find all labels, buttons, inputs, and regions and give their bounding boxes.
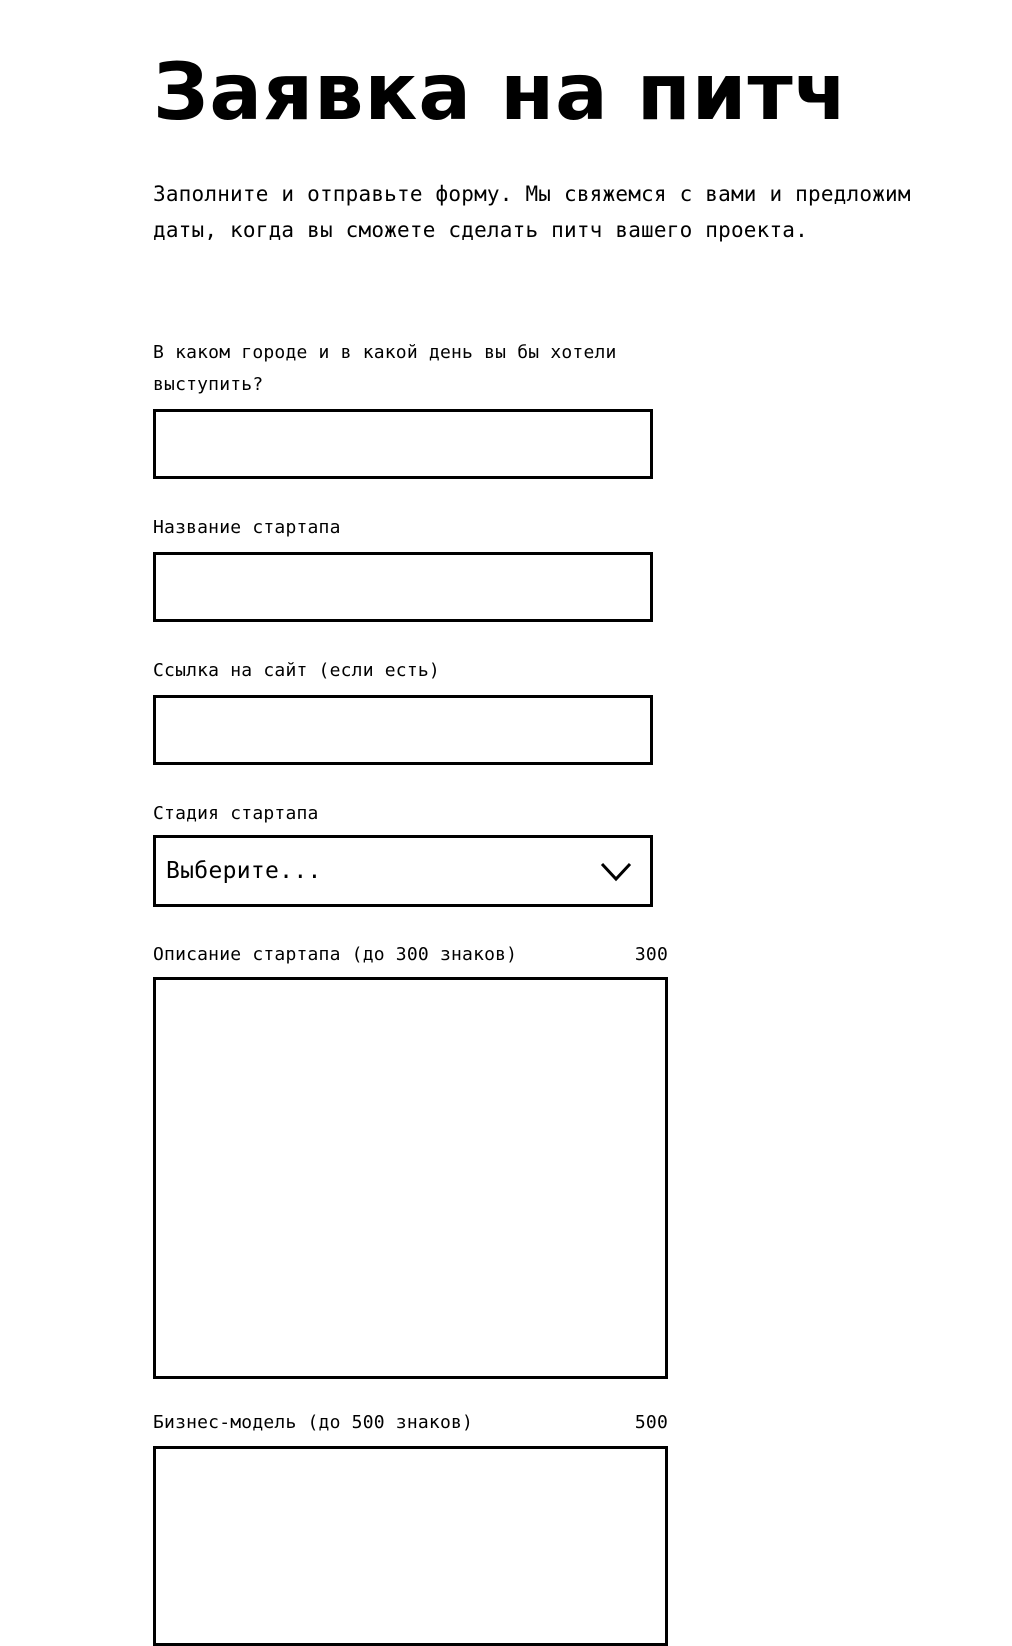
city-day-label: В каком городе и в какой день вы бы хотели выступить? xyxy=(153,342,617,395)
city-day-input[interactable] xyxy=(153,409,653,479)
stage-select[interactable] xyxy=(153,835,653,907)
intro-text: Заполните и отправьте форму. Мы свяжемся с вами и предложим даты, когда вы сможете сделать питч вашего проекта. xyxy=(153,182,911,242)
stage-label: Стадия стартапа xyxy=(153,803,319,824)
startup-name-input[interactable] xyxy=(153,552,653,622)
stage-select-value: Выберите... xyxy=(166,858,322,884)
business-model-textarea[interactable] xyxy=(153,1446,668,1646)
description-char-counter: 300 xyxy=(634,944,668,965)
description-label: Описание стартапа (до 300 знаков) xyxy=(153,944,518,965)
business-model-char-counter: 500 xyxy=(634,1412,668,1433)
startup-name-label: Название стартапа xyxy=(153,517,341,538)
page-title: Заявка на питч xyxy=(153,48,849,138)
chevron-down-icon xyxy=(600,858,632,884)
business-model-label: Бизнес-модель (до 500 знаков) xyxy=(153,1412,474,1433)
website-label: Ссылка на сайт (если есть) xyxy=(153,660,440,681)
website-input[interactable] xyxy=(153,695,653,765)
description-textarea[interactable] xyxy=(153,977,668,1379)
